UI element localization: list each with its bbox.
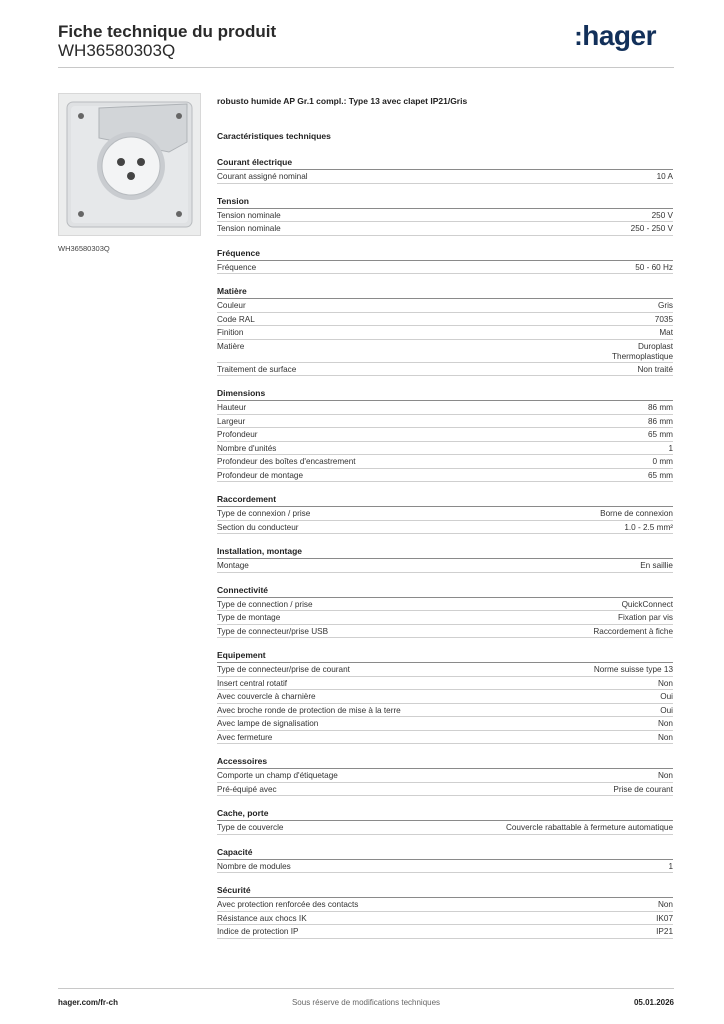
spec-value: Couvercle rabattable à fermeture automatique [505,823,673,832]
section-title: Installation, montage [217,546,303,556]
spec-label: Nombre de modules [217,861,291,871]
product-image [58,93,201,236]
spec-value: 65 mm [647,470,673,480]
tech-title: Caractéristiques techniques [217,131,331,141]
spec-row [217,704,673,718]
spec-row [217,521,673,535]
spec-row [217,663,673,677]
spec-label: Profondeur des boîtes d'encastrement [217,457,356,466]
spec-row [217,860,673,874]
spec-value: 7035 [654,314,673,324]
spec-value: Fixation par vis [617,613,673,622]
spec-row [217,363,673,377]
spec-value: IK07 [656,913,673,923]
spec-value: 86 mm [647,403,673,412]
spec-row [217,442,673,456]
spec-value: IP21 [656,927,673,936]
spec-label: Type de connecteur/prise de courant [217,665,350,674]
spec-row [217,625,673,639]
spec-value: Non [657,771,673,780]
spec-row [217,209,673,223]
spec-label: Code RAL [217,314,255,324]
section-title: Dimensions [217,388,266,398]
spec-section [217,247,673,275]
spec-value: 86 mm [647,416,673,426]
spec-value: 65 mm [647,430,673,439]
section-title: Cache, porte [217,808,269,818]
section-title: Courant électrique [217,157,293,167]
section-title: Fréquence [217,247,260,258]
spec-label: Traitement de surface [217,364,297,374]
spec-row [217,783,673,797]
spec-row [217,340,673,363]
section-title: Capacité [217,846,253,857]
spec-label: Montage [217,561,249,570]
product-name: robusto humide AP Gr.1 compl.: Type 13 avec clapet IP21/Gris [217,96,468,106]
spec-value: Oui [660,705,673,715]
spec-row [217,690,673,704]
spec-label: Nombre d'unités [217,443,277,453]
spec-content [217,96,673,939]
socket-outlet-icon [59,94,200,235]
header-divider [58,67,674,68]
spec-label: Pré-équipé avec [217,784,277,794]
spec-section [217,846,673,874]
spec-value: En saillie [640,561,673,570]
spec-section [217,156,673,184]
spec-section [217,545,673,573]
spec-row [217,598,673,612]
spec-label: Fréquence [217,262,257,272]
section-title: Sécurité [217,885,251,895]
spec-value: 10 A [656,172,673,181]
spec-label: Type de connection / prise [217,599,313,609]
spec-section [217,387,673,482]
spec-row [217,507,673,521]
section-title: Raccordement [217,494,277,504]
spec-label: Profondeur [217,430,258,439]
spec-value: Non [657,678,673,688]
spec-label: Type de montage [217,613,281,622]
spec-value: Duroplast Thermoplastique [612,341,673,361]
spec-value: Raccordement à fiche [593,626,673,636]
spec-value: Gris [657,301,673,310]
spec-value: 1.0 - 2.5 mm² [624,522,673,532]
spec-section [217,584,673,639]
spec-label: Indice de protection IP [217,927,299,936]
spec-value: QuickConnect [621,599,673,609]
footer-divider [58,988,674,989]
spec-row [217,428,673,442]
spec-label: Tension nominale [217,224,281,233]
spec-row [217,559,673,573]
spec-label: Hauteur [217,403,247,412]
spec-row [217,299,673,313]
spec-label: Type de couvercle [217,823,284,832]
section-title: Matière [217,286,247,296]
spec-row [217,769,673,783]
section-title: Tension [217,195,249,206]
spec-label: Avec couvercle à charnière [217,692,316,701]
spec-label: Insert central rotatif [217,678,288,688]
spec-label: Finition [217,328,244,337]
spec-label: Avec protection renforcée des contacts [217,900,359,909]
spec-value: 0 mm [652,457,673,466]
spec-row [217,313,673,327]
product-reference: WH36580303Q [58,41,176,60]
spec-row [217,611,673,625]
spec-value: 250 - 250 V [630,224,673,233]
spec-row [217,677,673,691]
spec-value: Borne de connexion [600,509,673,518]
spec-section [217,285,673,376]
spec-label: Type de connecteur/prise USB [217,626,329,636]
spec-label: Courant assigné nominal [217,172,308,181]
spec-value: Mat [659,328,673,337]
spec-section [217,807,673,835]
spec-row [217,731,673,745]
spec-row [217,469,673,483]
spec-value: 50 - 60 Hz [635,262,673,272]
spec-label: Section du conducteur [217,522,299,532]
spec-value: 1 [668,861,673,871]
spec-label: Largeur [217,416,246,426]
spec-value: Non [657,732,673,742]
spec-row [217,415,673,429]
spec-section [217,884,673,939]
spec-value: Prise de courant [613,784,673,794]
spec-label: Avec fermeture [217,732,273,742]
spec-value: Norme suisse type 13 [593,665,673,674]
spec-row [217,326,673,340]
spec-row [217,821,673,835]
spec-value: Non traité [637,364,673,374]
spec-value: Non [657,900,673,909]
footer-date: 05.01.2026 [633,998,674,1007]
spec-label: Couleur [217,301,246,310]
spec-section [217,755,673,796]
spec-row [217,401,673,415]
spec-label: Matière [217,341,245,351]
spec-value: Oui [660,692,673,701]
page-header [58,20,674,68]
spec-section [217,649,673,744]
page-footer [58,998,674,1012]
section-title: Connectivité [217,584,269,595]
spec-value: 1 [668,443,673,453]
image-caption: WH36580303Q [58,244,110,253]
spec-row [217,717,673,731]
section-title: Accessoires [217,756,268,766]
spec-row [217,170,673,184]
spec-label: Tension nominale [217,210,281,220]
spec-label: Avec broche ronde de protection de mise à la terre [217,705,401,715]
footer-website[interactable]: hager.com/fr-ch [58,998,119,1007]
spec-section [217,195,673,236]
spec-label: Résistance aux chocs IK [217,913,307,923]
spec-label: Comporte un champ d'étiquetage [217,771,338,780]
spec-row [217,222,673,236]
section-title: Equipement [217,650,266,660]
spec-row [217,925,673,939]
spec-label: Type de connexion / prise [217,509,311,518]
spec-row [217,898,673,912]
spec-row [217,455,673,469]
spec-label: Avec lampe de signalisation [217,719,319,728]
page-title: Fiche technique du produit [58,22,277,41]
footer-notice: Sous réserve de modifications techniques [291,998,441,1007]
spec-value: 250 V [651,210,673,220]
spec-section [217,493,673,534]
hager-logo[interactable]: :hager [574,20,656,51]
logo-text: hager [582,20,656,51]
spec-row [217,261,673,275]
spec-sections [217,156,673,939]
spec-label: Profondeur de montage [217,470,304,480]
spec-row [217,912,673,926]
spec-value: Non [657,719,673,728]
